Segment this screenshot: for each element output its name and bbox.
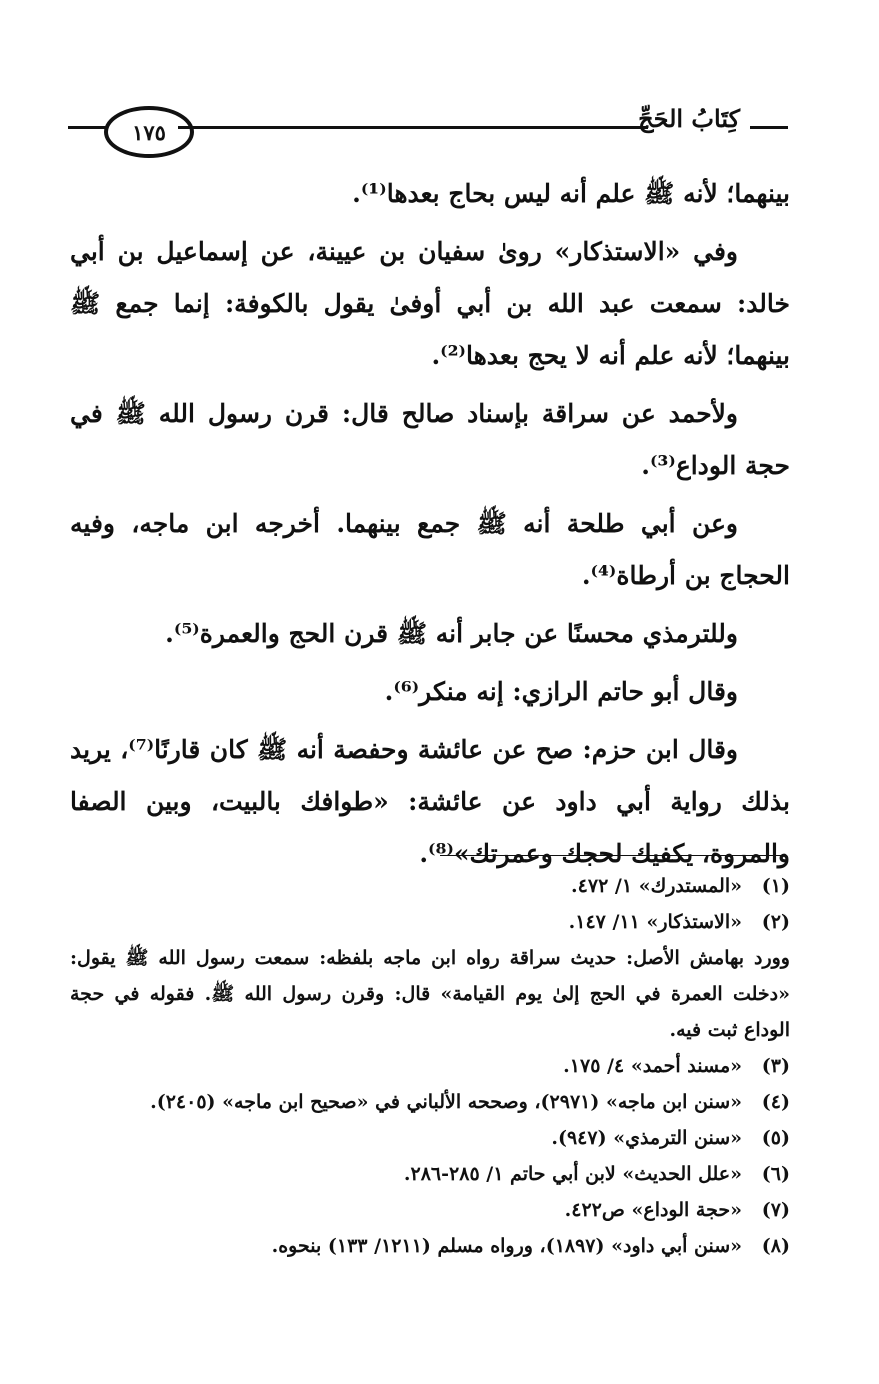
footnote-text: «سنن الترمذي» (٩٤٧). [551, 1127, 742, 1149]
paragraph: وللترمذي محسنًا عن جابر أنه ﷺ قرن الحج والعمرة⁽⁵⁾. [165, 619, 738, 648]
footnote-number: (٢) [761, 911, 790, 933]
page-header [68, 104, 788, 160]
footnote-text: «مسند أحمد» ٤/ ١٧٥. [563, 1055, 742, 1077]
footnote-separator [440, 855, 784, 856]
footnote [70, 1192, 790, 1228]
footnote-margin-note: وورد بهامش الأصل: حديث سراقة رواه ابن ماجه بلفظه: سمعت رسول الله ﷺ يقول: «دخلت العمرة في الحج إلىٰ يوم القيامة» قال: وقرن رسول الله ﷺ. فقوله في حجة الوداع ثبت فيه. [70, 947, 790, 1041]
footnote-text: «المستدرك» ١/ ٤٧٢. [571, 875, 742, 897]
footnote-number: (٧) [761, 1199, 790, 1221]
footnote-text: «سنن ابن ماجه» (٢٩٧١)، وصححه الألباني في «صحيح ابن ماجه» (٢٤٠٥). [150, 1091, 742, 1113]
paragraph: ولأحمد عن سراقة بإسناد صالح قال: قرن رسول الله ﷺ في حجة الوداع⁽³⁾. [70, 399, 790, 480]
footnote [70, 1084, 790, 1120]
footnote-number: (٥) [761, 1127, 790, 1149]
page-number: ١٧٥ [104, 106, 194, 158]
footnote-number: (٦) [761, 1163, 790, 1185]
footnote-text: «الاستذكار» ١١/ ١٤٧. [568, 911, 742, 933]
paragraph: وفي «الاستذكار» رویٰ سفيان بن عيينة، عن إسماعيل بن أبي خالد: سمعت عبد الله بن أبي أوفىٰ يقول بالكوفة: إنما جمع ﷺ بينهما؛ لأنه علم أنه لا يحج بعدها⁽²⁾. [70, 237, 790, 370]
footnote-number: (٨) [761, 1235, 790, 1257]
chapter-title: كِتَابُ الحَجِّ [638, 104, 740, 133]
paragraph: بينهما؛ لأنه ﷺ علم أنه ليس بحاج بعدها⁽¹⁾. [352, 179, 790, 208]
footnote-text: «علل الحديث» لابن أبي حاتم ١/ ٢٨٥-٢٨٦. [403, 1163, 742, 1185]
header-rule-middle [178, 126, 648, 129]
footnote [70, 1228, 790, 1264]
footnote-number: (٣) [761, 1055, 790, 1077]
footnote-number: (٤) [761, 1091, 790, 1113]
footnote-text: «حجة الوداع» ص٤٢٢. [564, 1199, 742, 1221]
footnote [70, 1048, 790, 1084]
paragraph: وقال ابن حزم: صح عن عائشة وحفصة أنه ﷺ كان قارنًا⁽⁷⁾، يريد بذلك رواية أبي داود عن عائشة: «طوافك بالبيت، وبين الصفا والمروة، يكفيك لحجك وعمرتك»⁽⁸⁾. [70, 735, 790, 868]
footnote [70, 868, 790, 904]
paragraph: وقال أبو حاتم الرازي: إنه منكر⁽⁶⁾. [384, 677, 738, 706]
footnote-text: «سنن أبي داود» (١٨٩٧)، ورواه مسلم (١٢١١/ ١٣٣) بنحوه. [271, 1235, 742, 1257]
header-rule-right [750, 126, 788, 129]
main-text [70, 168, 790, 886]
footnote [70, 1156, 790, 1192]
footnote-number: (١) [761, 875, 790, 897]
footnote [70, 904, 790, 940]
footnote [70, 1120, 790, 1156]
header-rule-left [68, 126, 108, 129]
paragraph: وعن أبي طلحة أنه ﷺ جمع بينهما. أخرجه ابن ماجه، وفيه الحجاج بن أرطاة⁽⁴⁾. [70, 509, 790, 590]
footnotes [70, 868, 790, 1264]
